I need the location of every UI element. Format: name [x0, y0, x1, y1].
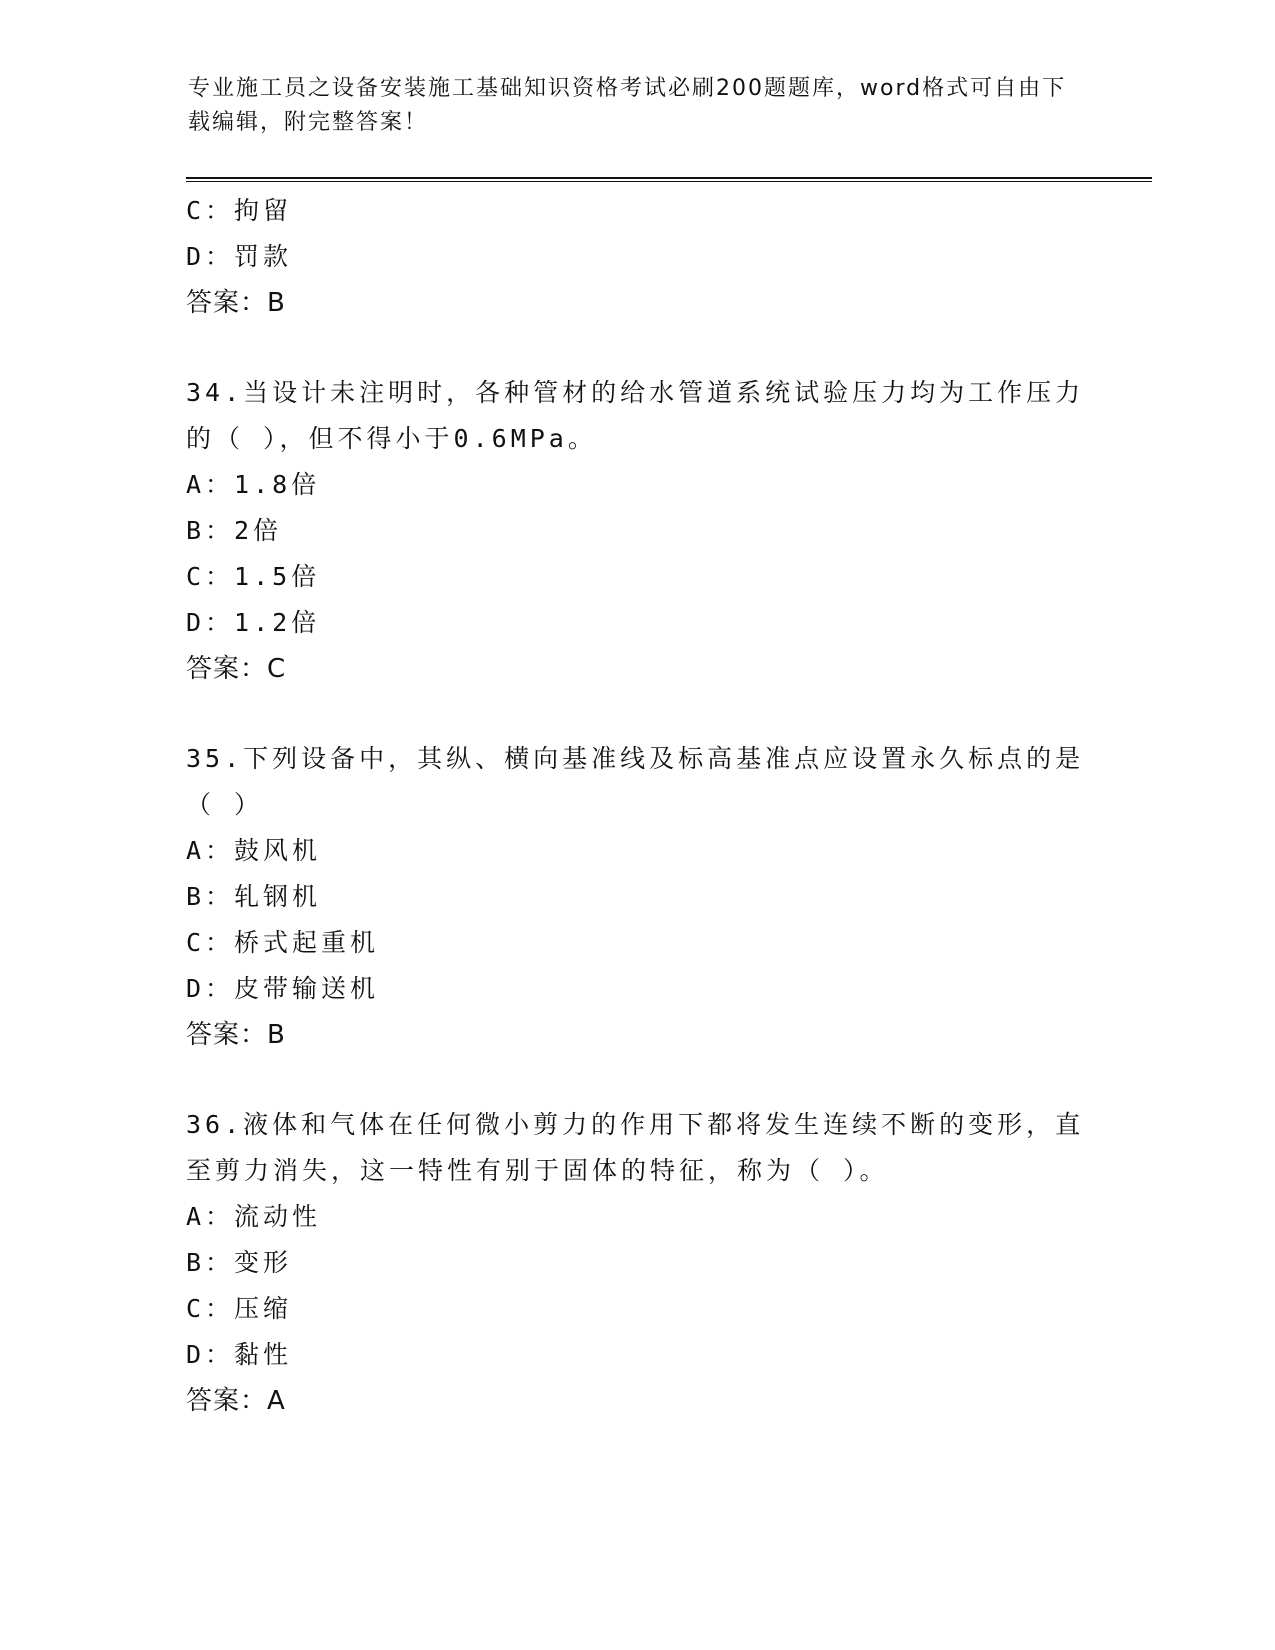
- header-divider: [186, 177, 1152, 182]
- option-d: D：皮带输送机: [186, 974, 380, 1003]
- option-c: C：压缩: [186, 1294, 293, 1323]
- answer: 答案：C: [186, 654, 287, 684]
- question-35: [186, 736, 1086, 1058]
- option-b: B：变形: [186, 1248, 293, 1277]
- option-c: C：桥式起重机: [186, 928, 380, 957]
- option-a: A：1.8倍: [186, 470, 321, 499]
- option-b: B：轧钢机: [186, 882, 322, 911]
- question-stem: 35.下列设备中，其纵、横向基准线及标高基准点应设置永久标点的是（ ）: [186, 744, 1085, 819]
- document-header: 专业施工员之设备安装施工基础知识资格考试必刷200题题库，word格式可自由下载编辑，附完整答案！: [188, 76, 1067, 135]
- option-d: D：黏性: [186, 1340, 293, 1369]
- option-d: D：罚款: [186, 242, 293, 271]
- option-c: C：1.5倍: [186, 562, 321, 591]
- question-stem: 34.当设计未注明时，各种管材的给水管道系统试验压力均为工作压力的（ ），但不得小于0.6MPa。: [186, 378, 1085, 453]
- previous-question-tail: [186, 188, 1086, 326]
- answer: 答案：A: [186, 1386, 286, 1416]
- answer: 答案：B: [186, 288, 286, 318]
- option-b: B：2倍: [186, 516, 283, 545]
- question-34: [186, 370, 1086, 692]
- option-c: C：拘留: [186, 196, 293, 225]
- question-stem: 36.液体和气体在任何微小剪力的作用下都将发生连续不断的变形，直至剪力消失，这一特性有别于固体的特征，称为（ ）。: [186, 1110, 1085, 1185]
- option-a: A：鼓风机: [186, 836, 322, 865]
- question-list: [186, 188, 1086, 1424]
- option-a: A：流动性: [186, 1202, 322, 1231]
- answer: 答案：B: [186, 1020, 286, 1050]
- question-36: [186, 1102, 1086, 1424]
- option-d: D：1.2倍: [186, 608, 321, 637]
